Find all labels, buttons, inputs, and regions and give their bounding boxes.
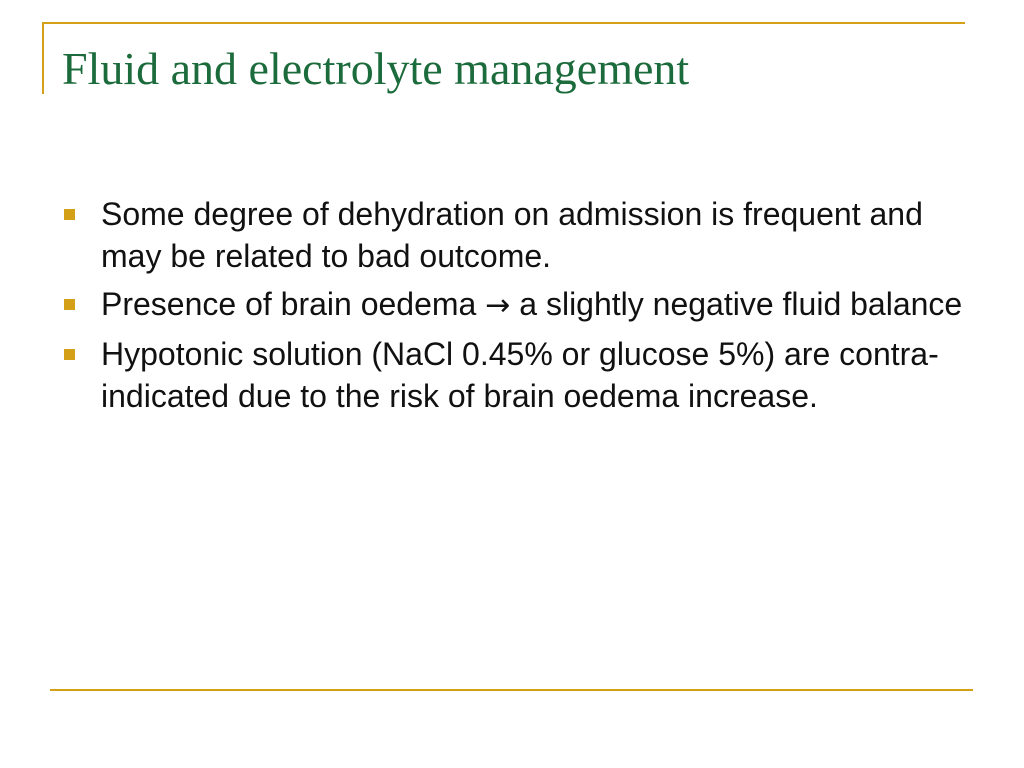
bullet-item-brain-oedema	[64, 283, 964, 327]
bullet-text: Some degree of dehydration on admission is frequent and may be related to bad outcome.	[101, 196, 923, 274]
slide-title: Fluid and electrolyte management	[62, 43, 690, 94]
bullet-item-dehydration	[64, 193, 964, 277]
footer-divider-line	[50, 689, 973, 691]
square-bullet-icon	[64, 299, 75, 310]
square-bullet-icon	[64, 349, 75, 360]
bullet-text: Hypotonic solution (NaCl 0.45% or glucose 5%) are contra-indicated due to the risk of brain oedema increase.	[101, 336, 939, 414]
bullet-text-before: Presence of brain oedema	[101, 286, 486, 322]
bullet-text-after: a slightly negative fluid balance	[510, 286, 963, 322]
bullet-item-hypotonic-solution	[64, 333, 964, 417]
bullet-list	[64, 193, 964, 423]
title-frame-top-line	[42, 22, 965, 24]
arrow-right-icon: →	[485, 288, 511, 323]
square-bullet-icon	[64, 209, 75, 220]
title-frame-left-line	[42, 22, 44, 94]
